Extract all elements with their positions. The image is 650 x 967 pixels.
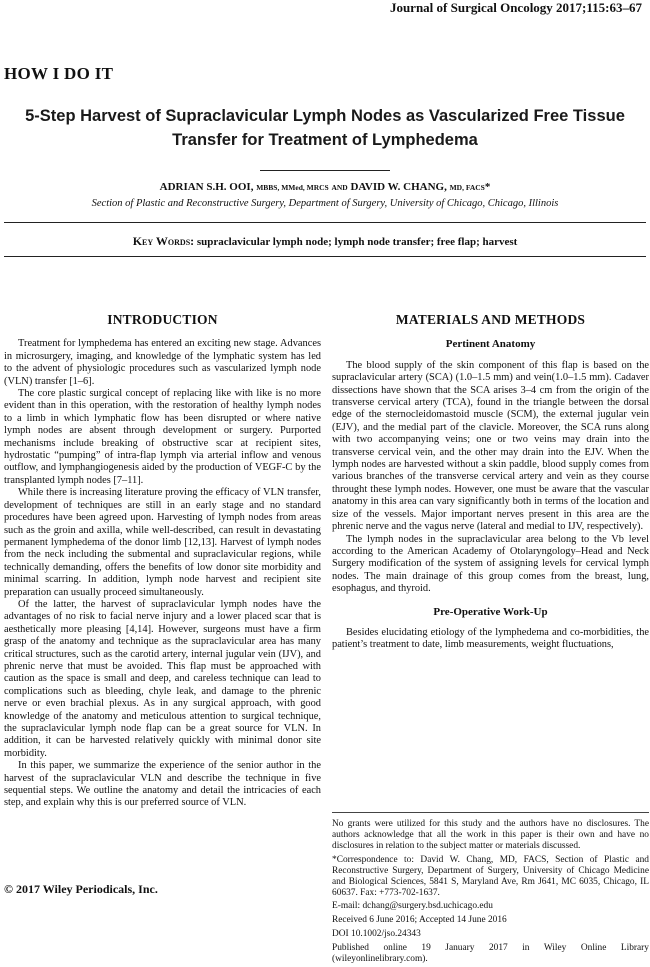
anatomy-subheading: Pertinent Anatomy [445,338,536,351]
methods-paragraph-1: The blood supply of the skin component of this flap is based on the supraclavicular artery (SCA) (1.0–1.5 mm) and vein(1.0–1.5 mm). Cadaver dissections have shown that the SCA arises 3–4 cm from the origin of the transverse cervical artery (TCA), found in the triangle between the dorsal edge of the sternocleidomastoid muscle (SCM), the external jugular vein (EJV), and the medial part of the clavicle. Moreover, the SCA runs along with two accompanying veins; one or two veins may drain into the transverse cervical vein, and the other may drain into the EJV. When the lymph nodes are harvested without a skin paddle, blood supply comes from various branches of the transverse cervical artery and vein as they course throught these lymph nodes. However, one must be aware that the vascular anatomy in this area can vary significantly both in terms of the location and size of the vessels. Major important nerves present in this area are the phrenic nerve and the vagus nerve (lateral and medial to IJV, respectively). [332,359,649,533]
footnotes [332,812,649,967]
intro-paragraph-2: The core plastic surgical concept of replacing like with like is no more evident than in this operation, with the restoration of healthy lymph nodes to a limb in which lymphatic flow has been disrupted or where native lymph nodes are absent through development or surgery. Purported mechanisms include breaking of obstructive scar at recipient sites, hydrostatic “pumping” of intra-flap lymph via arterial inflow and venous outflow, and lymphangiogenesis aided by the production of VEGF-C by the transplanted lymph nodes [7–11]. [4,388,321,486]
intro-paragraph-4: Of the latter, the harvest of supraclavicular lymph nodes have the advantages of no risk to facial nerve injury and a lower placed scar that is aesthetically more pleasing [4,14]. However, surgeons must have a firm grasp of the anatomy and technique as the supraclavicular area has many critical structures, such as the carotid artery, internal jugular vein (IJV), and phrenic nerve that must be avoided. This flap must be approached with caution as the space is small and deep, and careless technique can lead to complications such as bleeding, chyle leak, and damage to the phrenic nerve or even brachial plexus. As in any surgical approach, with good knowledge of the anatomy and meticulous attention to surgical technique, the supraclavicular lymph node flap can be a great source for VLN. In addition, it can be harvested relatively quickly with minimal donor site morbidity. [4,598,321,759]
footnote-divider [332,812,649,813]
introduction-heading: INTRODUCTION [107,312,218,327]
article-title [0,104,650,152]
intro-paragraph-1: Treatment for lymphedema has entered an exciting new stage. Advances in microsurgery, imaging, and knowledge of the lymphatic system has led to the advent of physiologic procedures such as vascularized lymph node (VLN) transfer [1–6]. [4,338,321,387]
title-line-2: Transfer for Treatment of Lymphedema [172,131,478,149]
affiliation: Section of Plastic and Reconstructive Surgery, Department of Surgery, University of Chicago, Chicago, Illinois [91,198,559,209]
grants-note: No grants were utilized for this study and the authors have no disclosures. The authors acknowledge that all the work in this paper is their own and have no disclosures in relation to the subject matter or materials discussed. [332,819,649,851]
journal-citation: Journal of Surgical Oncology 2017;115:63–67 [389,0,642,15]
left-column [4,314,321,810]
author-2-name: DAVID W. CHANG, [350,181,447,193]
keywords-line [0,234,650,249]
email-note: E-mail: dchang@surgery.bsd.uchicago.edu [332,901,493,911]
keywords-label: Key Words: [132,234,195,248]
copyright: © 2017 Wiley Periodicals, Inc. [4,882,158,896]
received-note: Received 6 June 2016; Accepted 14 June 2016 [332,915,507,925]
methods-heading: MATERIALS AND METHODS [395,312,586,327]
author-1-name: ADRIAN S.H. OOI, [159,181,254,193]
article-type-label: HOW I DO IT [4,64,114,83]
author-1-degrees: MBBS, MMed, MRCS [256,183,329,192]
intro-paragraph-5: In this paper, we summarize the experience of the senior author in the harvest of the supraclavicular VLN and describe the technique in five sequential steps. We outline the anatomy and detail the intricacies of each step, and explain why this is our preferred source of VLN. [4,760,321,809]
corresponding-mark: * [484,181,491,193]
published-note: Published online 19 January 2017 in Wiley Online Library (wileyonlinelibrary.com). [332,943,649,964]
keywords-text: supraclavicular lymph node; lymph node transfer; free flap; harvest [196,236,518,248]
keywords-rule-bottom [4,256,646,257]
title-divider [260,170,390,171]
author-line [0,181,650,193]
correspondence-note: *Correspondence to: David W. Chang, MD, FACS, Section of Plastic and Reconstructive Surgery, Department of Surgery, University of Chicago Medicine and Biological Sciences, 5841 S, Maryland Ave, Rm J641, MC 6035, Chicago, IL 60637. Fax: +773-702-1637. [332,855,649,898]
intro-paragraph-3: While there is increasing literature proving the efficacy of VLN transfer, development of techniques are still in an early stage and no standard procedures have been agreed upon. Harvesting of lymph nodes from areas such as the groin and axilla, while well-described, can result in devastating permanent lymphedema of the donor limb [12,13]. Harvest of lymph nodes from the neck including the submental and supraclavicular regions, while technically demanding, offers the benefits of low donor site morbidity and minimal scarring. In addition, lymph node harvest and recipient site preparation can usually proceed simultaneously. [4,487,321,598]
methods-paragraph-3: Besides elucidating etiology of the lymphedema and co-morbidities, the patient’s treatment to date, limb measurements, weight fluctuations, [332,626,649,651]
title-line-1: 5-Step Harvest of Supraclavicular Lymph Nodes as Vascularized Free Tissue [25,107,625,125]
methods-paragraph-2: The lymph nodes in the supraclavicular area belong to the Vb level according to the American Academy of Otolaryngology–Head and Neck Surgery modification of the system of assigning levels for cervical lymph nodes. The main drainage of this group comes from the breast, lung, esophagus, and thyroid. [332,533,649,595]
keywords-rule-top [4,222,646,223]
author-conjunction: AND [331,183,348,192]
workup-subheading: Pre-Operative Work-Up [433,605,548,618]
doi-note: DOI 10.1002/jso.24343 [332,929,421,939]
author-2-degrees: MD, FACS [449,183,485,192]
right-column [332,314,649,652]
